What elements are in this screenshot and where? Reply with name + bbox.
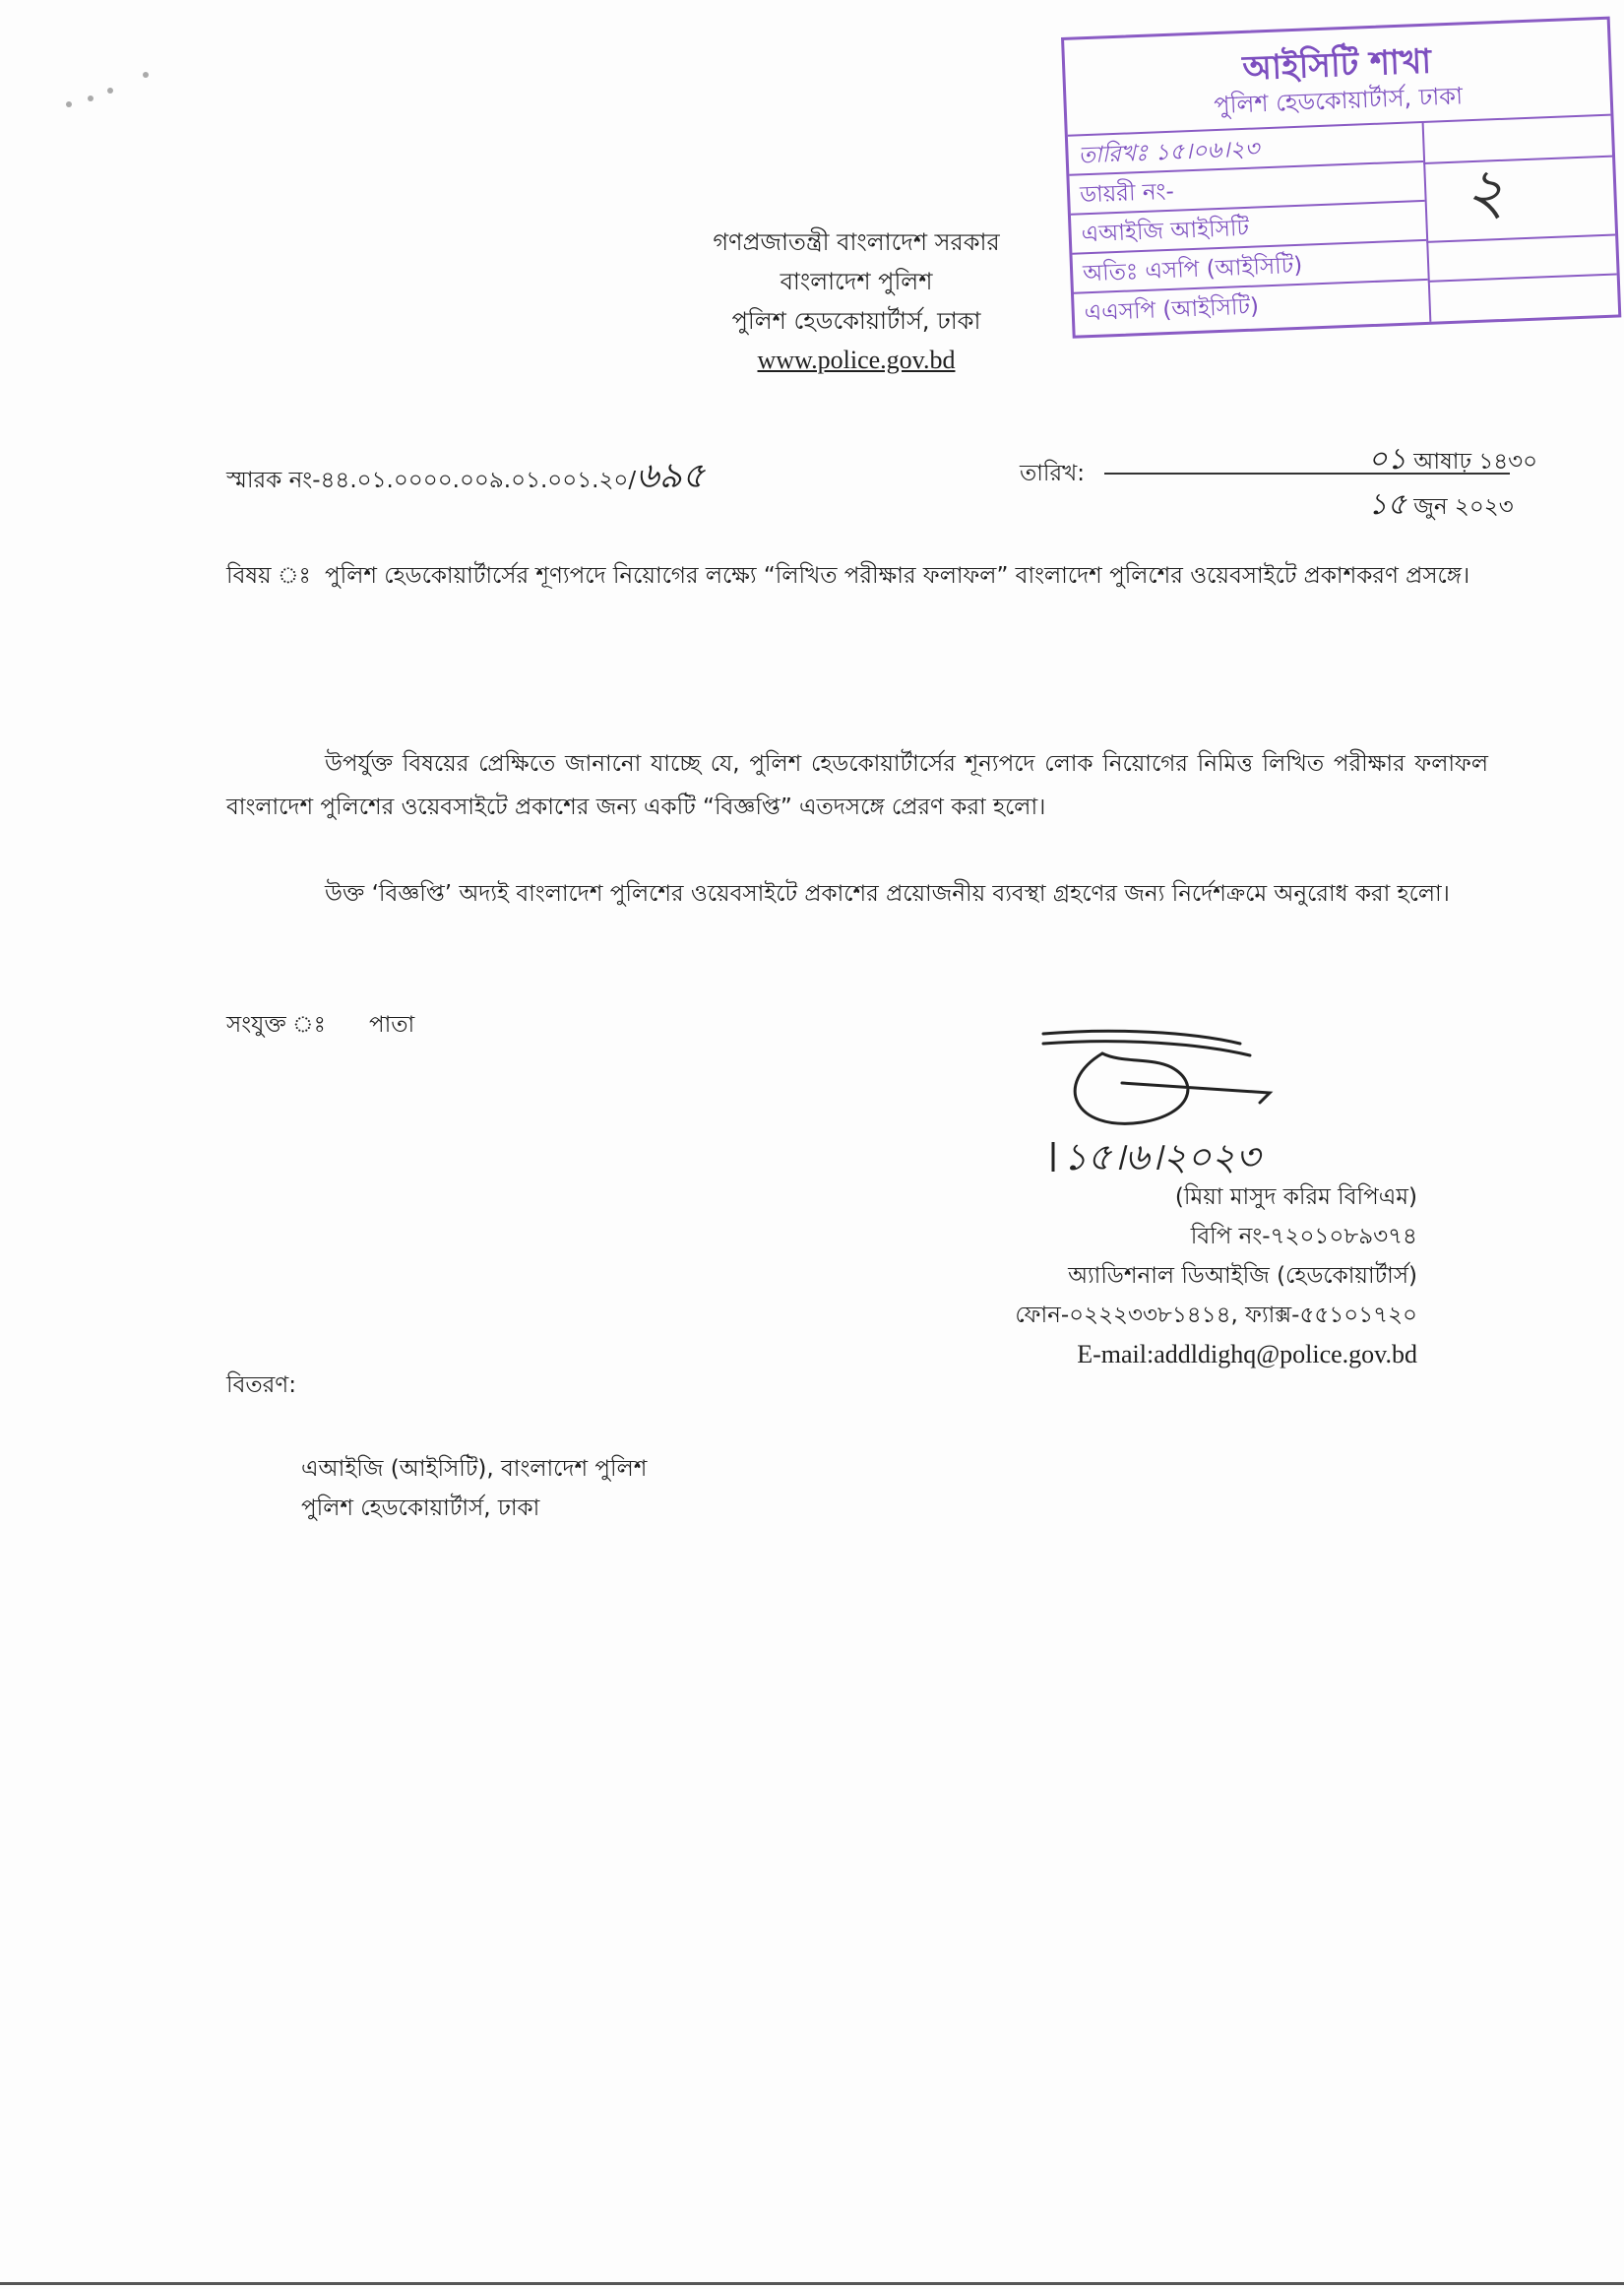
signatory-name: (মিয়া মাসুদ করিম বিপিএম) bbox=[1174, 1184, 1417, 1210]
distribution-recipient bbox=[301, 1449, 647, 1528]
memo-number bbox=[226, 449, 705, 508]
stamp-row-date-text: তারিখঃ ১৫।০৬।২৩ bbox=[1078, 136, 1260, 169]
stamp-divider bbox=[1426, 234, 1615, 243]
letterhead-organization: বাংলাদেশ পুলিশ bbox=[780, 268, 933, 295]
date-label: তারিখ: bbox=[1020, 461, 1086, 486]
stamp-handwritten-mark: ২ bbox=[1462, 155, 1507, 230]
scan-smudge-graphic bbox=[30, 39, 167, 118]
signatory-designation: অ্যাডিশনাল ডিআইজি (হেডকোয়ার্টার্স) bbox=[1068, 1263, 1417, 1289]
letterhead-website-link[interactable]: www.police.gov.bd bbox=[757, 346, 956, 374]
enclosure-label: সংযুক্ত ঃ bbox=[226, 1012, 326, 1038]
letterhead bbox=[630, 223, 1083, 380]
date-english bbox=[1368, 480, 1514, 531]
scan-bottom-edge bbox=[0, 2282, 1624, 2285]
stamp-subtitle: পুলিশ হেডকোয়ার্টার্স, ঢাকা bbox=[1213, 82, 1464, 120]
letterhead-office: পুলিশ হেডকোয়ার্টার্স, ঢাকা bbox=[731, 307, 981, 335]
signatory-email: E-mail:addldighq@police.gov.bd bbox=[1077, 1340, 1417, 1368]
recipient-line-1: এআইজি (আইসিটি), বাংলাদেশ পুলিশ bbox=[301, 1456, 648, 1482]
date-english-month-year: জুন ২০২৩ bbox=[1413, 494, 1514, 520]
scan-smudge bbox=[30, 39, 167, 118]
signatory-phone-fax: ফোন-০২২২৩৩৮১৪১৪, ফ্যাক্স-৫৫১০১৭২০ bbox=[1015, 1303, 1417, 1328]
date-english-day: ১৫ bbox=[1368, 487, 1406, 522]
distribution-label: বিতরণ: bbox=[226, 1372, 296, 1398]
subject-label: বিষয় ঃ bbox=[226, 563, 311, 589]
subject-text: পুলিশ হেডকোয়ার্টার্সের শূণ্যপদে নিয়োগের লক্ষ্যে “লিখিত পরীক্ষার ফলাফল” বাংলাদেশ পুলিশের ওয়েবসাইটে প্রকাশকরণ প্রসঙ্গে। bbox=[325, 563, 1470, 589]
signatory-bp-number: বিপি নং-৭২০১০৮৯৩৭৪ bbox=[1190, 1224, 1417, 1249]
stamp-divider bbox=[1428, 274, 1617, 283]
body-paragraph-1: উপর্যুক্ত বিষয়ের প্রেক্ষিতে জানানো যাচ্ছে যে, পুলিশ হেডকোয়ার্টার্সের শূন্যপদে লোক নিয়োগের নিমিত্ত লিখিত পরীক্ষার ফলাফল বাংলাদেশ পুলিশের ওয়েবসাইটে প্রকাশের জন্য একটি “বিজ্ঞপ্তি” এতদসঙ্গে প্রেরণ করা হলো। bbox=[226, 751, 1488, 820]
date-bangla-month-year: আষাঢ় ১৪৩০ bbox=[1413, 449, 1538, 475]
date-bangla-day: ০১ bbox=[1368, 442, 1406, 477]
memo-handwritten-number: ৬৯৫ bbox=[636, 456, 706, 496]
signature-block bbox=[945, 1177, 1417, 1374]
signature-date: ১৫।৬।২০২৩ bbox=[1063, 1135, 1261, 1178]
stamp-row-diary: ডায়রী নং- bbox=[1069, 162, 1424, 216]
stamp-row-addl-sp: অতিঃ এসপি (আইসিটি) bbox=[1072, 241, 1427, 294]
date-bangla bbox=[1368, 435, 1537, 485]
enclosure-value: পাতা bbox=[369, 1012, 415, 1038]
stamp-divider bbox=[1423, 156, 1612, 164]
stamp-grid bbox=[1068, 114, 1618, 336]
stamp-row-asp: এএসপি (আইসিটি) bbox=[1084, 293, 1260, 327]
office-stamp bbox=[1061, 17, 1621, 339]
stamp-title: আইসিটি শাখা bbox=[1241, 41, 1432, 89]
memo-prefix: স্মারক নং-৪৪.০১.০০০০.০০৯.০১.০০১.২০/ bbox=[226, 468, 637, 493]
body-paragraph-2: উক্ত ‘বিজ্ঞপ্তি’ অদ্যই বাংলাদেশ পুলিশের ওয়েবসাইটে প্রকাশের প্রয়োজনীয় ব্যবস্থা গ্রহণের জন্য নির্দেশক্রমে অনুরোধ করা হলো। bbox=[325, 881, 1450, 907]
stamp-row-aig: এআইজি আইসিটি bbox=[1071, 202, 1426, 255]
recipient-line-2: পুলিশ হেডকোয়ার্টার্স, ঢাকা bbox=[301, 1495, 540, 1521]
letterhead-government: গণপ্রজাতন্ত্রী বাংলাদেশ সরকার bbox=[713, 228, 1000, 256]
